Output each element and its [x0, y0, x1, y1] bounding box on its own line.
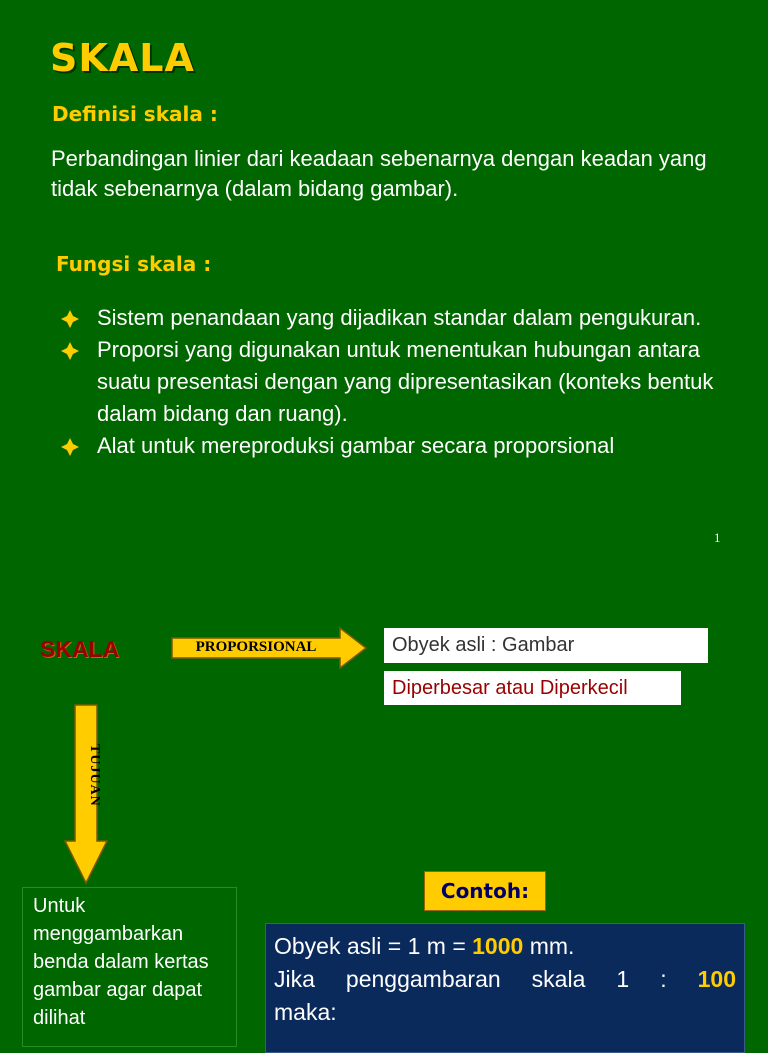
- diamond-bullet-icon: [60, 341, 80, 361]
- function-heading: Fungsi skala :: [56, 252, 212, 276]
- example-value: 100: [697, 966, 736, 992]
- list-item: [60, 334, 750, 430]
- list-item-text: Sistem penandaan yang dijadikan standar dalam pengukuran.: [97, 305, 702, 330]
- contoh-label: Contoh:: [424, 871, 546, 911]
- list-item-text: Alat untuk mereproduksi gambar secara proporsional: [97, 433, 615, 458]
- example-value: 1000: [472, 933, 524, 959]
- example-box: [265, 923, 745, 1053]
- skala-label: SKALA: [40, 636, 120, 662]
- slide-title: SKALA: [50, 36, 195, 80]
- purpose-text-box: Untuk menggambarkan benda dalam kertas gambar agar dapat dilihat: [22, 887, 237, 1047]
- tujuan-label: TUJUAN: [87, 744, 102, 807]
- list-item-text: Proporsi yang digunakan untuk menentukan hubungan antara suatu presentasi dengan yang dipresentasikan (konteks bentuk dalam bidang dan ruang).: [97, 337, 714, 426]
- function-list: [60, 302, 750, 462]
- example-line-1: [274, 930, 736, 963]
- list-item: [60, 302, 750, 334]
- diamond-bullet-icon: [60, 309, 80, 329]
- example-line-2: [274, 963, 736, 996]
- example-text: Jika penggambaran skala 1 :: [274, 966, 698, 992]
- example-text: Obyek asli = 1 m =: [274, 933, 473, 959]
- page-number: 1: [714, 530, 721, 545]
- definition-text: Perbandingan linier dari keadaan sebenarnya dengan keadan yang tidak sebenarnya (dalam bidang gambar).: [51, 146, 707, 201]
- diperbesar-box: Diperbesar atau Diperkecil: [384, 671, 681, 705]
- diamond-bullet-icon: [60, 437, 80, 457]
- example-line-3: maka:: [274, 999, 337, 1025]
- obyek-asli-box: Obyek asli : Gambar: [384, 628, 708, 663]
- list-item: [60, 430, 750, 462]
- proporsional-label: PROPORSIONAL: [195, 639, 317, 655]
- example-text: mm.: [523, 933, 575, 959]
- slide-2: [0, 576, 768, 1029]
- definition-heading: Definisi skala :: [52, 102, 218, 126]
